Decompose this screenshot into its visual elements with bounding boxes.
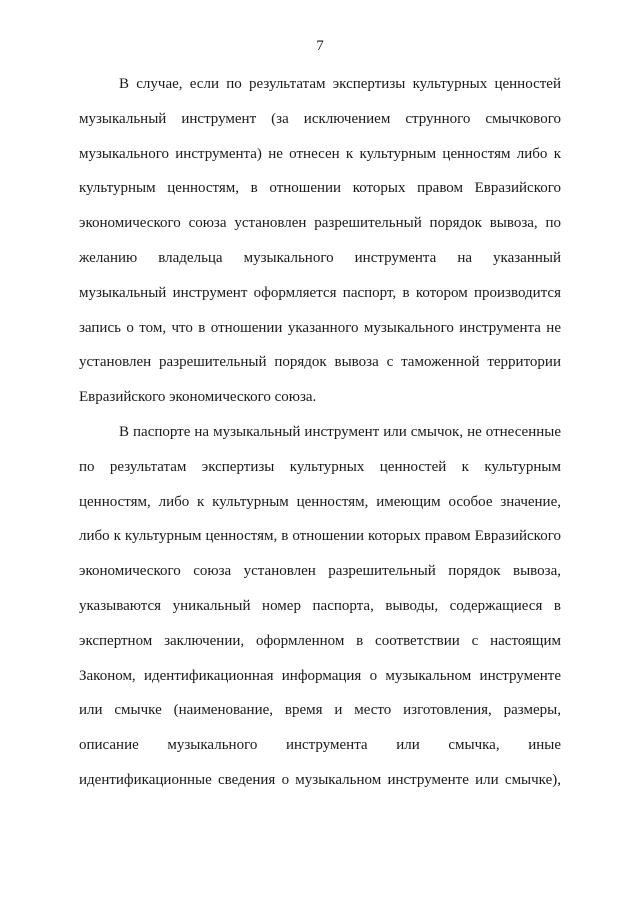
text-line: желанию владельца музыкального инструмента на указанный (79, 249, 561, 266)
text-line: экономического союза установлен разрешительный порядок вывоза, (79, 563, 561, 580)
paragraph-2 (79, 421, 561, 804)
text-line: описание музыкального инструмента или смычка, иные (79, 737, 561, 754)
text-line: музыкального инструмента) не отнесен к культурным ценностям либо к (79, 145, 561, 162)
text-line: музыкальный инструмент (за исключением струнного смычкового (79, 110, 561, 127)
text-line: запись о том, что в отношении указанного музыкального инструмента не (79, 319, 561, 336)
paragraph-1 (79, 73, 561, 421)
text-line: культурным ценностям, в отношении которых правом Евразийского (79, 180, 561, 197)
text-line: Евразийского экономического союза. (79, 389, 317, 406)
page-number: 7 (316, 38, 324, 54)
text-line: указываются уникальный номер паспорта, выводы, содержащиеся в (79, 597, 561, 614)
text-line: ценностям, либо к культурным ценностям, имеющим особое значение, (79, 493, 561, 510)
text-line: В случае, если по результатам экспертизы культурных ценностей (119, 76, 561, 92)
text-line: установлен разрешительный порядок вывоза с таможенной территории (79, 354, 561, 371)
text-line: по результатам экспертизы культурных ценностей к культурным (79, 458, 561, 475)
text-line: экономического союза установлен разрешительный порядок вывоза, по (79, 215, 561, 232)
text-line: В паспорте на музыкальный инструмент или смычок, не отнесенные (119, 423, 561, 440)
text-line: либо к культурным ценностям, в отношении которых правом Евразийского (79, 528, 561, 545)
text-line: идентификационные сведения о музыкальном инструменте или смычке), (79, 771, 561, 788)
text-line: экспертном заключении, оформленном в соответствии с настоящим (79, 632, 561, 649)
document-body (79, 73, 561, 804)
text-line: Законом, идентификационная информация о музыкальном инструменте (79, 667, 561, 684)
text-line: или смычке (наименование, время и место изготовления, размеры, (79, 702, 561, 719)
text-line: музыкальный инструмент оформляется паспорт, в котором производится (79, 284, 561, 301)
